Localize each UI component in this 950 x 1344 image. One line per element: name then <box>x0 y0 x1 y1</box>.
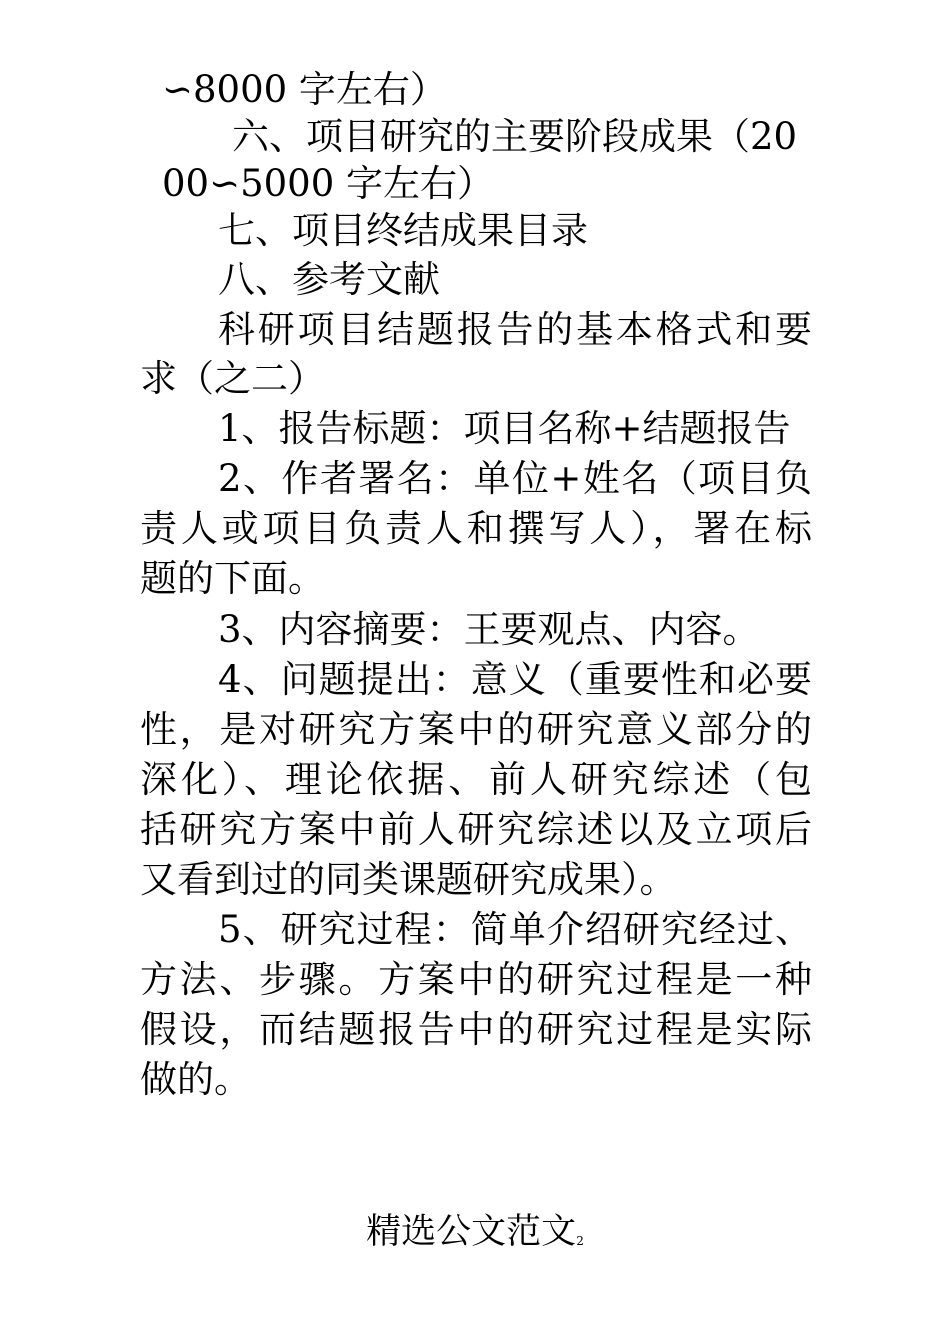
text-line-18: 5、研究过程：简单介绍研究经过、 <box>218 908 812 951</box>
text-line-9: 2、作者署名：单位+姓名（项目负 <box>218 457 812 500</box>
text-line-6: 科研项目结题报告的基本格式和要 <box>218 308 812 351</box>
text-line-14: 性，是对研究方案中的研究意义部分的 <box>140 708 812 751</box>
text-line-13: 4、问题提出：意义（重要性和必要 <box>218 658 812 701</box>
text-line-21: 做的。 <box>140 1058 251 1101</box>
text-line-8: 1、报告标题：项目名称+结题报告 <box>218 407 791 450</box>
text-line-11: 题的下面。 <box>140 557 325 600</box>
text-line-10: 责人或项目负责人和撰写人），署在标 <box>140 507 812 550</box>
text-line-5: 八、参考文献 <box>218 258 440 301</box>
text-line-7: 求（之二） <box>140 357 325 400</box>
page-number: 2 <box>576 1234 584 1248</box>
text-line-20: 假设，而结题报告中的研究过程是实际 <box>140 1008 812 1051</box>
text-line-17: 又看到过的同类课题研究成果）。 <box>140 858 677 901</box>
text-line-1: ∽8000 字左右） <box>162 68 447 111</box>
text-line-3: 00∽5000 字左右） <box>162 162 495 205</box>
text-line-15: 深化）、理论依据、前人研究综述（包 <box>140 758 812 801</box>
text-line-4: 七、项目终结成果目录 <box>218 209 588 252</box>
page-footer <box>0 1210 950 1261</box>
text-line-16: 括研究方案中前人研究综述以及立项后 <box>140 808 812 851</box>
text-line-12: 3、内容摘要：王要观点、内容。 <box>218 608 760 651</box>
footer-text: 精选公文范文 <box>366 1212 577 1252</box>
text-line-19: 方法、步骤。方案中的研究过程是一种 <box>140 958 812 1001</box>
text-line-2: 六、项目研究的主要阶段成果（20 <box>232 115 798 158</box>
